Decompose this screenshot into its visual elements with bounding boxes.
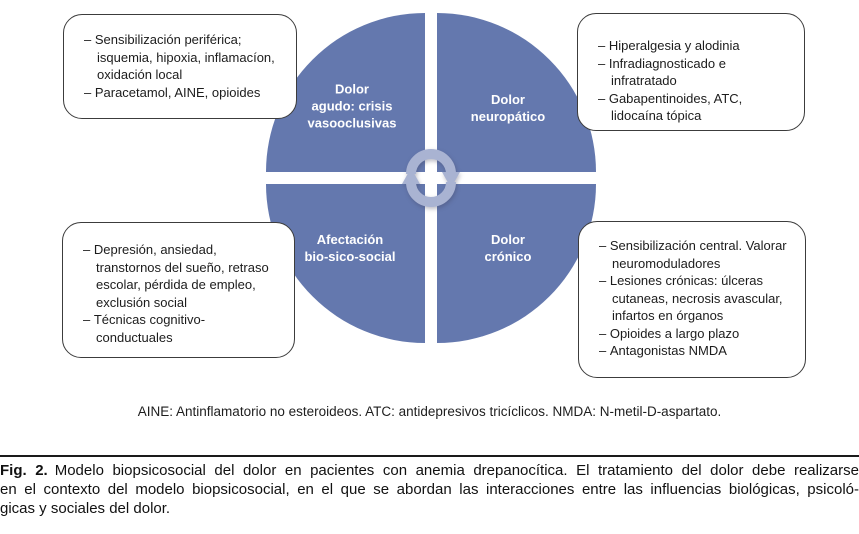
callout-item: – Gabapentinoides, ATC, lidocaína tópica [598,90,790,125]
caption-line: en el contexto del modelo biopsicosocial, en el que se abordan las interacciones entre las influencias biológicas, psicoló- [0,481,859,498]
caption-label: Fig. 2. [0,462,48,479]
callout-item: – Infradiagnosticado e infratratado [598,55,790,90]
quadrant-label-line: bio-sico-social [304,249,396,264]
quadrant-label-line: Dolor [491,92,525,107]
figure-caption [0,461,859,518]
biopsychosocial-cycle-diagram [266,13,596,343]
quadrant-label-line: agudo: crisis [311,98,393,114]
callout-item: – Opioides a largo plazo [599,325,791,343]
callout-box-acute-pain [63,14,297,119]
callout-item: – Sensibilización periférica; isquemia, hipoxia, inflamacíon, oxidación local [84,31,282,84]
caption-line [0,461,859,480]
quadrant-label-line: neuropático [470,109,546,124]
quadrant-label-chronic [485,231,532,265]
quadrant-label-biopsychosocial [304,231,395,265]
caption-line: gicas y sociales del dolor. [0,500,171,517]
quadrant-label-line: crónico [484,249,532,264]
callout-item: – Antagonistas NMDA [599,342,791,360]
quadrant-label-line: Dolor [491,232,525,247]
callout-item: – Técnicas cognitivo-conductuales [83,311,274,346]
callout-item: – Sensibilización central. Valorar neuromoduladores [599,237,791,272]
caption-text: Modelo biopsicosocial del dolor en pacientes con anemia drepanocítica. El tratamiento del dolor debe realizarse [54,462,859,479]
callout-item: – Hiperalgesia y alodinia [598,37,790,55]
cycle-arrows-icon [395,144,467,216]
quadrant-label-acute [308,81,397,132]
callout-item: – Depresión, ansiedad, transtornos del sueño, retraso escolar, pérdida de empleo, exclusión social [83,241,274,311]
callout-box-chronic-pain [578,221,806,378]
abbreviations-footnote: AINE: Antinflamatorio no esteroideos. ATC: antidepresivos tricíclicos. NMDA: N-metil-D-aspartato. [137,404,722,419]
caption-separator [0,455,859,457]
callout-item: – Paracetamol, AINE, opioides [84,84,282,102]
quadrant-label-neuropathic [471,91,545,125]
quadrant-label-line: Dolor [335,81,369,97]
callout-item: – Lesiones crónicas: úlceras cutaneas, necrosis avascular, infartos en órganos [599,272,791,325]
callout-box-biopsychosocial [62,222,295,358]
callout-box-neuropathic-pain [577,13,805,131]
quadrant-label-line: Afectación [316,232,384,247]
quadrant-label-line: vasooclusivas [307,115,397,131]
